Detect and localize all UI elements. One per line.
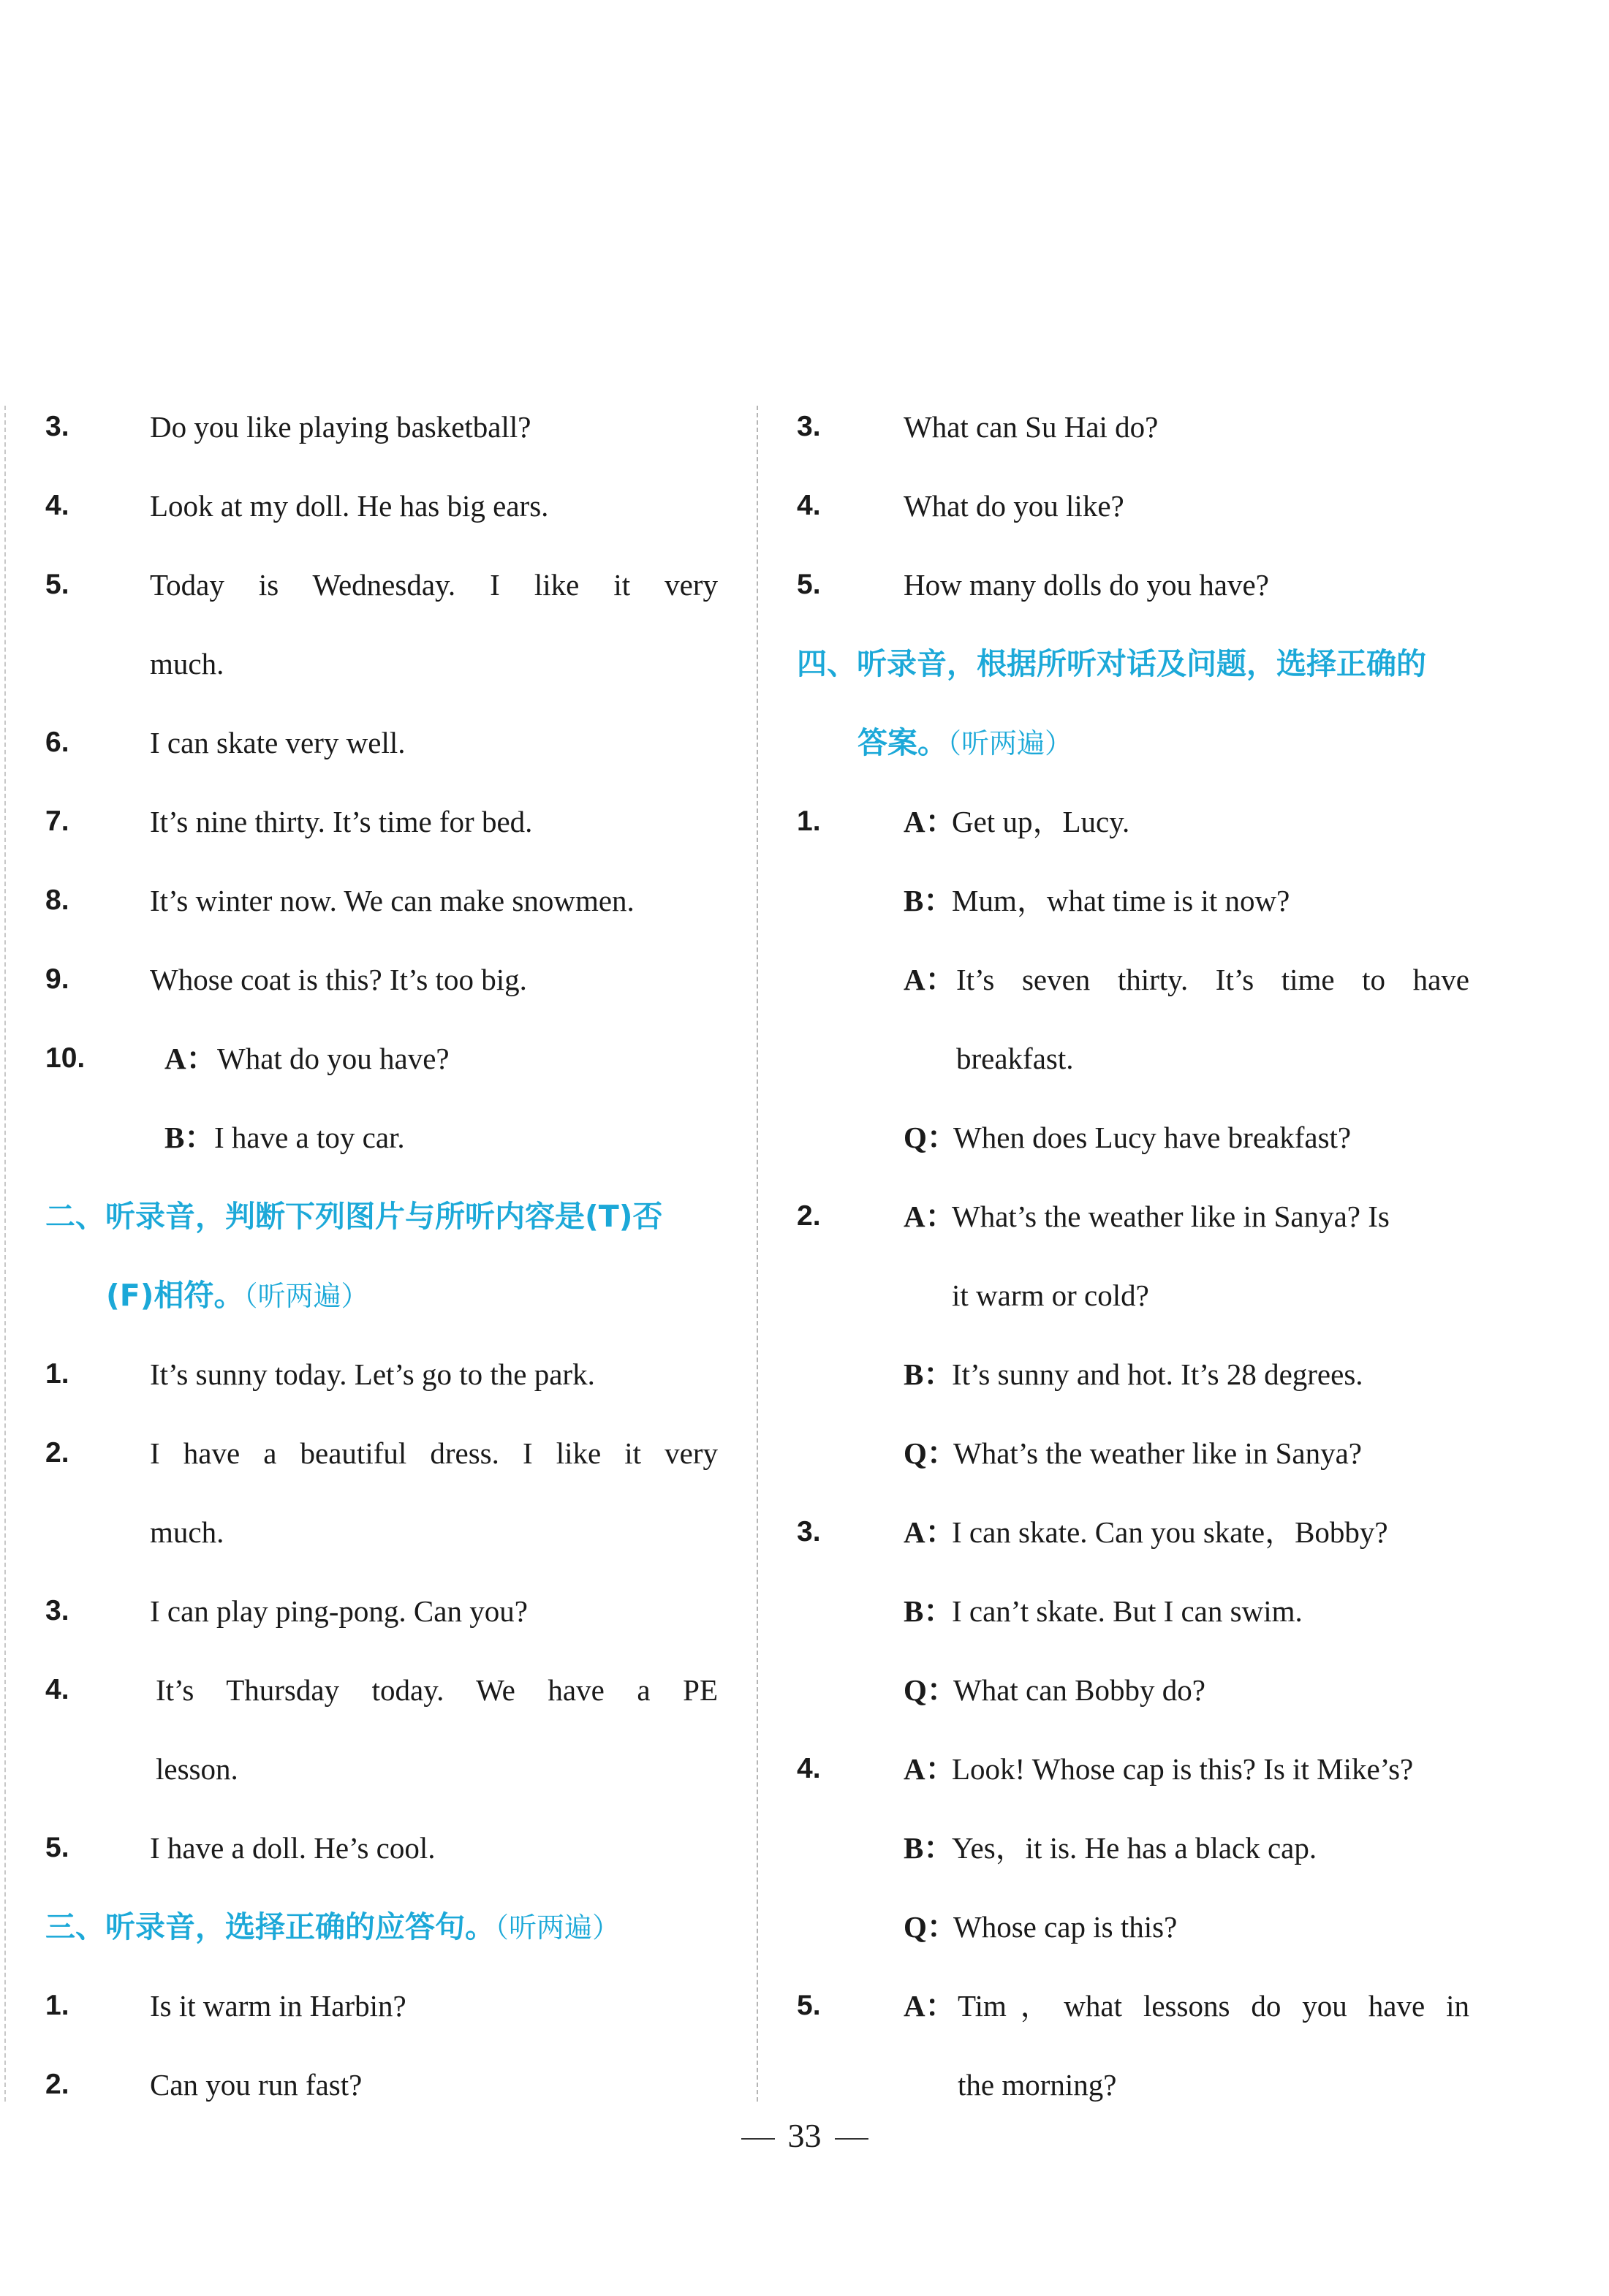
section-heading bbox=[45, 1895, 725, 1974]
section-heading-note: （听两遍） bbox=[243, 1280, 369, 1312]
list-item bbox=[45, 1658, 725, 1737]
speaker-label: B： bbox=[904, 884, 954, 917]
dialogue-text-continued: it warm or cold? bbox=[952, 1278, 1149, 1312]
item-number: 3. bbox=[45, 411, 69, 442]
speaker-label: A： bbox=[904, 1752, 955, 1786]
page-edge-line bbox=[4, 406, 6, 2102]
question-label: Q： bbox=[904, 1121, 957, 1154]
dialogue-text-continued: breakfast. bbox=[956, 1042, 1074, 1075]
item-text-continued: lesson. bbox=[156, 1752, 238, 1786]
dialogue-line bbox=[797, 1816, 1484, 1895]
section-heading-continuation bbox=[797, 711, 1484, 789]
dialogue-text: It’s sunny and hot. It’s 28 degrees. bbox=[952, 1357, 1363, 1391]
item-text: Look at my doll. He has big ears. bbox=[150, 489, 549, 523]
question-text: What’s the weather like in Sanya? bbox=[953, 1436, 1362, 1470]
dialogue-line bbox=[45, 1105, 725, 1184]
dialogue-text: Yes，it is. He has a black cap. bbox=[952, 1831, 1317, 1865]
item-number: 4. bbox=[45, 1674, 69, 1705]
page-number-dash-right bbox=[835, 2138, 868, 2140]
item-text-continued: much. bbox=[150, 1515, 224, 1549]
item-number: 4. bbox=[797, 490, 821, 521]
section-heading-text: (F)相符。 bbox=[106, 1278, 244, 1313]
dialogue-line bbox=[797, 1737, 1484, 1816]
dialogue-text: What do you have? bbox=[217, 1042, 450, 1075]
dialogue-line bbox=[797, 1500, 1484, 1579]
list-item bbox=[45, 789, 725, 868]
item-number: 10. bbox=[45, 1042, 86, 1074]
speaker-label: A： bbox=[904, 805, 955, 838]
speaker-label: A： bbox=[904, 1515, 955, 1549]
item-number: 6. bbox=[45, 727, 69, 758]
dialogue-text: I can’t skate. But I can swim. bbox=[952, 1594, 1303, 1628]
list-item-continuation bbox=[45, 1737, 725, 1816]
list-item bbox=[45, 474, 725, 553]
question-label: Q： bbox=[904, 1673, 957, 1707]
dialogue-line bbox=[797, 789, 1484, 868]
list-item bbox=[45, 868, 725, 947]
item-number: 2. bbox=[45, 1437, 69, 1469]
section-heading-text: 三、听录音，选择正确的应答句。 bbox=[45, 1909, 495, 1944]
question-text: What can Bobby do? bbox=[953, 1673, 1205, 1707]
list-item bbox=[45, 1974, 725, 2053]
speaker-label: A： bbox=[904, 963, 955, 996]
item-number: 1. bbox=[45, 1358, 69, 1390]
list-item-continuation bbox=[45, 632, 725, 711]
item-number: 4. bbox=[45, 490, 69, 521]
left-column bbox=[45, 395, 725, 2132]
list-item-continuation bbox=[45, 1500, 725, 1579]
section-heading bbox=[797, 632, 1484, 711]
item-text: What can Su Hai do? bbox=[904, 410, 1159, 444]
item-text: Whose coat is this? It’s too big. bbox=[150, 963, 527, 996]
question-text: When does Lucy have breakfast? bbox=[953, 1121, 1352, 1154]
question-line bbox=[797, 1105, 1484, 1184]
item-text: Today is Wednesday. I like it very bbox=[150, 568, 718, 602]
dialogue-line bbox=[797, 1579, 1484, 1658]
dialogue-text: Mum，what time is it now? bbox=[952, 884, 1290, 917]
speaker-label: B： bbox=[904, 1594, 954, 1628]
list-item bbox=[45, 1342, 725, 1421]
question-label: Q： bbox=[904, 1910, 957, 1944]
item-number: 5. bbox=[797, 569, 821, 600]
dialogue-text: It’s seven thirty. It’s time to have bbox=[956, 963, 1469, 996]
item-number: 3. bbox=[797, 1516, 821, 1547]
list-item bbox=[45, 1026, 725, 1105]
page-number-value: 33 bbox=[787, 2117, 822, 2154]
section-heading-note: （听两遍） bbox=[495, 1912, 621, 1944]
dialogue-text: I can skate. Can you skate，Bobby? bbox=[952, 1515, 1388, 1549]
dialogue-continuation bbox=[797, 1026, 1484, 1105]
list-item bbox=[797, 553, 1484, 632]
item-number: 2. bbox=[45, 2069, 69, 2100]
page-number-dash-left bbox=[741, 2138, 775, 2140]
question-line bbox=[797, 1895, 1484, 1974]
section-heading bbox=[45, 1184, 725, 1263]
right-column bbox=[797, 395, 1484, 2132]
item-number: 1. bbox=[797, 806, 821, 837]
column-divider bbox=[757, 406, 758, 2102]
item-text: Is it warm in Harbin? bbox=[150, 1989, 406, 2023]
speaker-label: B： bbox=[164, 1121, 215, 1154]
list-item bbox=[45, 553, 725, 632]
question-text: Whose cap is this? bbox=[953, 1910, 1178, 1944]
speaker-label: B： bbox=[904, 1831, 954, 1865]
item-number: 5. bbox=[45, 569, 69, 600]
item-text: What do you like? bbox=[904, 489, 1124, 523]
dialogue-text: Tim，what lessons do you have in bbox=[958, 1989, 1469, 2023]
item-number: 9. bbox=[45, 963, 69, 995]
section-heading-note: （听两遍） bbox=[947, 727, 1073, 759]
item-number: 7. bbox=[45, 806, 69, 837]
list-item bbox=[45, 1816, 725, 1895]
item-text: It’s sunny today. Let’s go to the park. bbox=[150, 1357, 595, 1391]
page-number bbox=[0, 2116, 1609, 2155]
item-text: I can play ping-pong. Can you? bbox=[150, 1594, 528, 1628]
item-text: I have a beautiful dress. I like it very bbox=[150, 1436, 718, 1470]
item-number: 3. bbox=[797, 411, 821, 442]
item-text: I can skate very well. bbox=[150, 726, 406, 759]
speaker-label: B： bbox=[904, 1357, 954, 1391]
question-label: Q： bbox=[904, 1436, 957, 1470]
item-text: How many dolls do you have? bbox=[904, 568, 1269, 602]
dialogue-text: Get up，Lucy. bbox=[952, 805, 1130, 838]
item-number: 2. bbox=[797, 1200, 821, 1232]
speaker-label: A： bbox=[904, 1989, 955, 2023]
item-text: It’s winter now. We can make snowmen. bbox=[150, 884, 635, 917]
item-number: 5. bbox=[45, 1832, 69, 1863]
question-line bbox=[797, 1658, 1484, 1737]
dialogue-line bbox=[797, 1342, 1484, 1421]
dialogue-line bbox=[797, 947, 1484, 1026]
section-heading-text: 四、听录音，根据所听对话及问题，选择正确的 bbox=[797, 646, 1426, 681]
list-item bbox=[45, 711, 725, 789]
list-item bbox=[797, 395, 1484, 474]
section-heading-text: 二、听录音，判断下列图片与所听内容是(T)否 bbox=[45, 1199, 663, 1234]
item-text: I have a doll. He’s cool. bbox=[150, 1831, 436, 1865]
item-text: Do you like playing basketball? bbox=[150, 410, 531, 444]
dialogue-line bbox=[797, 1974, 1484, 2053]
question-line bbox=[797, 1421, 1484, 1500]
item-text-continued: much. bbox=[150, 647, 224, 681]
dialogue-line bbox=[797, 1184, 1484, 1263]
item-text: Can you run fast? bbox=[150, 2068, 363, 2102]
section-heading-text: 答案。 bbox=[857, 725, 947, 760]
dialogue-line bbox=[797, 868, 1484, 947]
dialogue-text: What’s the weather like in Sanya? Is bbox=[952, 1200, 1390, 1233]
item-text: It’s nine thirty. It’s time for bed. bbox=[150, 805, 533, 838]
list-item bbox=[45, 947, 725, 1026]
item-number: 4. bbox=[797, 1753, 821, 1784]
list-item bbox=[45, 395, 725, 474]
dialogue-continuation bbox=[797, 1263, 1484, 1342]
item-number: 5. bbox=[797, 1990, 821, 2021]
speaker-label: A： bbox=[164, 1042, 216, 1075]
list-item bbox=[45, 1421, 725, 1500]
dialogue-text-continued: the morning? bbox=[958, 2068, 1117, 2102]
speaker-label: A： bbox=[904, 1200, 955, 1233]
dialogue-text: I have a toy car. bbox=[214, 1121, 405, 1154]
item-number: 8. bbox=[45, 884, 69, 916]
item-number: 3. bbox=[45, 1595, 69, 1626]
section-heading-continuation bbox=[45, 1263, 725, 1342]
list-item bbox=[45, 1579, 725, 1658]
dialogue-text: Look! Whose cap is this? Is it Mike’s? bbox=[952, 1752, 1414, 1786]
list-item bbox=[797, 474, 1484, 553]
item-number: 1. bbox=[45, 1990, 69, 2021]
item-text: It’s Thursday today. We have a PE bbox=[156, 1673, 718, 1707]
